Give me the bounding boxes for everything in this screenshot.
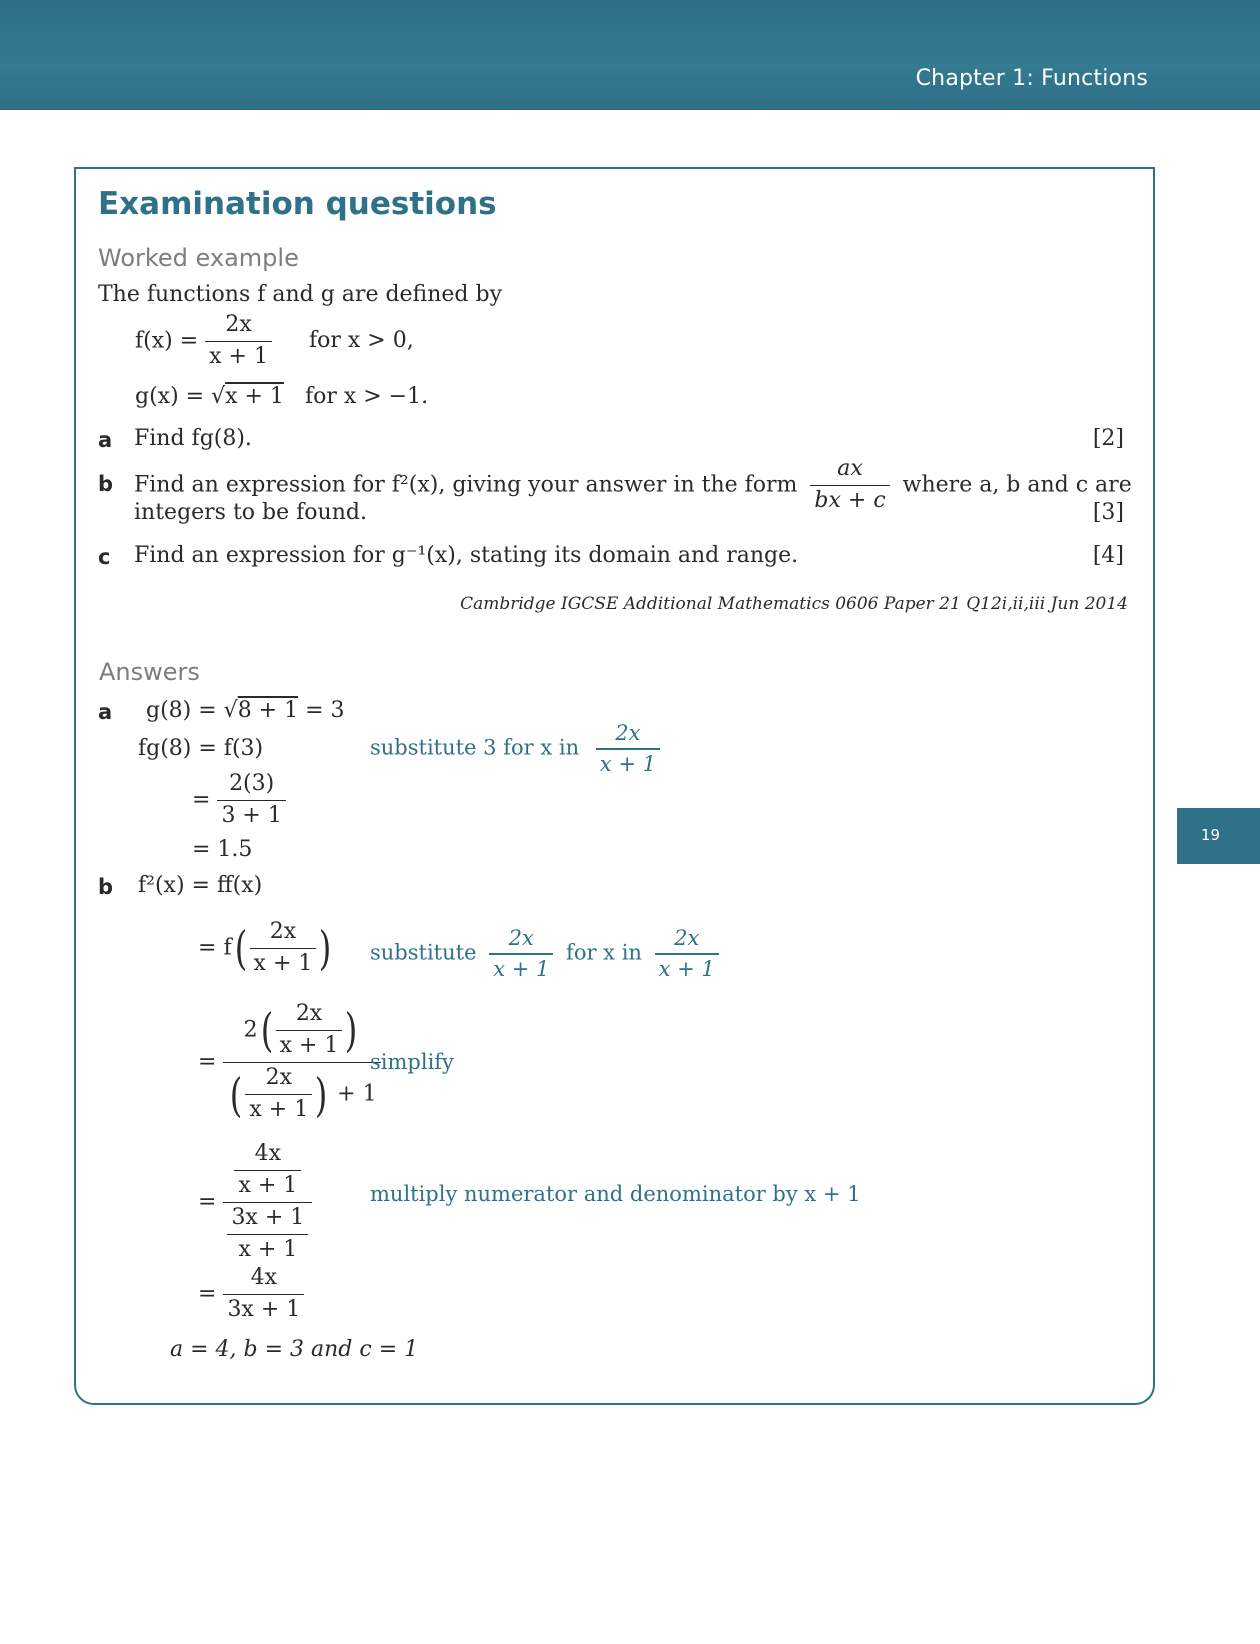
step-numerator: 2(3) [229,771,275,796]
top-denominator: x + 1 [238,1173,298,1199]
f-fraction [205,311,272,372]
answer-a-line1 [146,698,345,723]
answer-b-note3: multiply numerator and denominator by x + 1 [370,1182,861,1206]
nested-fraction [223,1000,380,1125]
question-a-marks: [2] [1092,426,1124,451]
question-b-fraction [810,455,889,516]
note-numerator: 2x [674,926,700,950]
g-lhs: g(x) = √ [135,384,226,409]
answer-a-step [192,770,286,831]
fraction-bar [227,1234,308,1236]
inner-numerator: 2x [265,1065,292,1091]
open-paren: ( [234,921,247,976]
answer-b-note2: simplify [370,1050,454,1074]
answer-b-label: b [98,875,114,899]
answers-heading: Answers [99,658,200,686]
compound-fraction [223,1140,312,1265]
answer-a-label: a [98,700,113,724]
question-b-text-after: where a, b and c are [902,472,1132,498]
g-definition [135,384,428,409]
f-lhs: f(x) = [135,328,199,354]
header-band [0,0,1260,110]
compound-denominator [223,1204,312,1265]
answer-b-final: a = 4, b = 3 and c = 1 [170,1337,419,1362]
f-prefix: f [223,935,232,961]
equals-sign: = [198,1281,217,1307]
answer-b-step4 [198,1264,304,1325]
note-numerator: 2x [615,721,641,745]
f-definition [135,311,414,372]
question-c-label: c [98,545,111,569]
answer-a-result: = 1.5 [192,837,253,862]
open-paren: ( [260,1003,273,1058]
worked-example-intro: The functions f and g are defined by [98,282,503,307]
answer-a-step-fraction [217,770,285,831]
inner-fraction [250,918,317,979]
g-domain: for x > −1. [304,384,429,409]
question-b-text: Find an expression for f²(x), giving your answer in the form [134,472,798,498]
inner-numerator: 2x [295,1001,323,1026]
question-a-label: a [98,428,113,452]
note-denominator: x + 1 [599,751,656,776]
note-denominator: x + 1 [493,956,550,981]
note1-fraction-a [489,925,553,983]
inner-numerator: 2x [269,919,297,944]
f-denominator: x + 1 [209,344,268,370]
answer-b-line1: f²(x) = ff(x) [138,873,263,898]
equals-sign: = [198,1189,217,1215]
note1-text-b: for x in [566,940,642,965]
note1-fraction-b [655,925,719,983]
compound-numerator [230,1140,305,1201]
bottom-denominator: x + 1 [238,1237,298,1263]
answer-a-note [370,720,660,778]
f-numerator: 2x [225,312,252,337]
nested-num-fraction [276,1000,343,1061]
answer-b-step2 [198,1000,381,1125]
answer-a-note-text: substitute 3 for x in [370,735,580,760]
equals-sign: = [192,787,211,813]
question-b-frac-num: ax [837,456,863,481]
section-title: Examination questions [98,186,497,222]
fraction-bar [234,1170,301,1172]
inner-denominator: x + 1 [253,951,313,977]
answer-a-line2: fg(8) = f(3) [138,736,264,761]
fraction-bar [489,953,553,955]
question-b-frac-den: bx + c [814,488,886,514]
answer-b-note1 [370,925,719,983]
inner-denominator: x + 1 [279,1033,339,1059]
nested-denominator [223,1064,380,1125]
page-number: 19 [1201,826,1221,844]
source-citation: Cambridge IGCSE Additional Mathematics 0606 Paper 21 Q12i,ii,iii Jun 2014 [460,594,1128,614]
equals-sign: = [198,935,217,961]
question-b-marks: [3] [1092,500,1124,525]
note-numerator: 2x [508,926,534,950]
f-domain: for x > 0, [308,328,414,354]
worked-example-heading: Worked example [98,244,299,272]
fraction-bar [810,485,889,487]
question-b-label: b [98,472,114,496]
fraction-bar [276,1030,343,1032]
note-denominator: x + 1 [658,956,715,981]
final-fraction [223,1264,304,1325]
question-c-marks: [4] [1092,543,1124,568]
fraction-bar [217,800,285,802]
answer-b-step3 [198,1140,312,1265]
fraction-bar [223,1294,304,1296]
inner-denominator: x + 1 [249,1097,309,1123]
final-denominator: 3x + 1 [227,1297,301,1323]
nested-den-fraction [245,1064,312,1125]
chapter-title: Chapter 1: Functions [915,66,1148,91]
answer-a-radicand: 8 + 1 [237,698,299,723]
open-paren: ( [230,1067,243,1122]
answer-a-rhs: = 3 [305,698,345,723]
fraction-bar [223,1062,380,1064]
fraction-bar [245,1094,312,1096]
question-b-line2: integers to be found. [134,500,367,525]
top-numerator: 4x [254,1141,282,1166]
question-c-text: Find an expression for g⁻¹(x), stating its domain and range. [134,543,799,568]
final-numerator: 4x [250,1265,278,1290]
bottom-numerator: 3x + 1 [231,1205,305,1231]
fraction-bar [596,748,660,750]
fraction-bar [223,1202,312,1204]
step-denominator: 3 + 1 [221,803,282,829]
note1-text-a: substitute [370,940,477,965]
close-paren: ) [314,1067,328,1122]
close-paren: ) [319,921,332,976]
answer-a-lhs: g(8) = √ [146,698,238,723]
question-a-text: Find fg(8). [134,426,252,451]
answer-b-step1 [198,918,334,979]
g-radicand: x + 1 [225,384,284,409]
nested-numerator [240,1000,365,1061]
fraction-bar [205,341,272,343]
close-paren: ) [345,1003,358,1058]
answer-a-note-fraction [596,720,660,778]
plus-one: + 1 [337,1081,377,1107]
bottom-fraction [227,1204,308,1265]
fraction-bar [655,953,719,955]
coefficient: 2 [243,1017,258,1043]
equals-sign: = [198,1049,217,1075]
fraction-bar [250,948,317,950]
top-fraction [234,1140,301,1201]
page-tab [1177,808,1260,864]
